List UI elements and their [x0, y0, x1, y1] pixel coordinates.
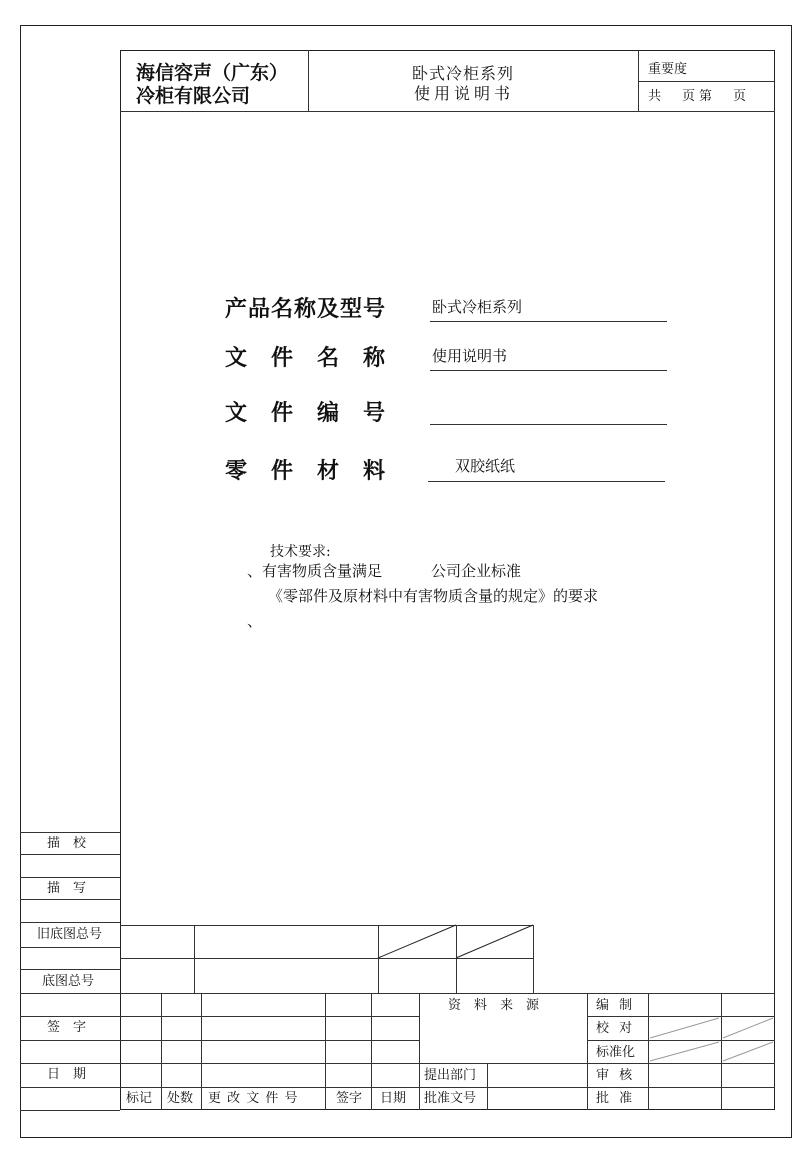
- title-col-line: [161, 993, 162, 1110]
- requirement-line2: 《零部件及原材料中有害物质含量的规定》的要求: [268, 587, 599, 605]
- file-name-value: 使用说明书: [432, 347, 508, 365]
- col-sign-label: 签字: [336, 1091, 363, 1106]
- title-row-line: [120, 1087, 775, 1088]
- stub-table-col: [533, 925, 534, 993]
- title-col-line: [648, 993, 649, 1110]
- title-col-line: [371, 993, 372, 1110]
- stub-table-col: [378, 925, 379, 993]
- side-miao-jiao: 描 校: [47, 836, 87, 851]
- requirement-line3: 、: [247, 612, 263, 630]
- side-old-base-number: 旧底图总号: [37, 927, 103, 942]
- col-mark-label: 标记: [126, 1091, 153, 1106]
- side-miao-xie: 描 写: [47, 881, 87, 896]
- title-row-line: [120, 1040, 419, 1041]
- title-row-line: [587, 1040, 775, 1041]
- approval-number-label: 批准文号: [424, 1091, 477, 1106]
- standardization-label: 标准化: [596, 1045, 636, 1060]
- side-line: [20, 1040, 120, 1041]
- side-line: [20, 947, 120, 948]
- side-line: [20, 922, 120, 923]
- approve-label: 批 准: [596, 1091, 636, 1106]
- file-name-underline: [430, 370, 667, 371]
- title-col-line: [201, 993, 202, 1110]
- title-block-top: [120, 993, 775, 994]
- header-right-split: [638, 81, 775, 82]
- side-line: [20, 1063, 120, 1064]
- file-number-underline: [430, 424, 667, 425]
- material-label: 零 件 材 料: [225, 459, 387, 484]
- title-col-line: [587, 993, 588, 1110]
- file-name-label: 文 件 名 称: [225, 346, 387, 371]
- review-label: 审 核: [596, 1068, 636, 1083]
- title-row-line: [587, 1016, 775, 1017]
- side-line: [20, 969, 120, 970]
- stub-table-col: [456, 925, 457, 993]
- side-sign: 签 字: [47, 1020, 87, 1035]
- side-line: [20, 1087, 120, 1088]
- side-line: [20, 993, 120, 994]
- title-col-line: [419, 993, 420, 1110]
- header-manual: 使用说明书: [414, 84, 515, 103]
- proposer-label: 提出部门: [424, 1068, 477, 1083]
- side-date: 日 期: [47, 1067, 87, 1082]
- side-line: [20, 832, 120, 833]
- material-value: 双胶纸纸: [455, 457, 516, 475]
- check-label: 校 对: [596, 1021, 636, 1036]
- header-series: 卧式冷柜系列: [412, 64, 515, 83]
- col-change-doc-label: 更 改 文 件 号: [208, 1091, 299, 1106]
- title-col-line: [487, 1063, 488, 1110]
- title-col-line: [721, 993, 722, 1110]
- side-line: [20, 899, 120, 900]
- compile-label: 编 制: [596, 998, 636, 1013]
- side-line: [20, 877, 120, 878]
- file-number-label: 文 件 编 号: [225, 401, 387, 426]
- drawing-frame: [120, 50, 775, 1110]
- material-underline: [428, 481, 665, 482]
- pages-label: 共 页第 页: [648, 89, 751, 104]
- side-line: [20, 1016, 120, 1017]
- product-name-label: 产品名称及型号: [225, 297, 387, 322]
- header-divider-1: [308, 50, 309, 111]
- product-name-value: 卧式冷柜系列: [432, 298, 523, 316]
- requirement-line1-prefix: 、有害物质含量满足: [247, 562, 383, 580]
- col-count-label: 处数: [167, 1091, 194, 1106]
- title-row-line: [120, 1016, 419, 1017]
- title-col-line: [325, 993, 326, 1110]
- side-line: [20, 854, 120, 855]
- title-row-line: [120, 1063, 775, 1064]
- col-date-label: 日期: [380, 1091, 407, 1106]
- header-bottom-line: [120, 111, 775, 112]
- product-name-underline: [430, 321, 667, 322]
- source-label: 资 料 来 源: [448, 998, 540, 1013]
- stub-table-col: [194, 925, 195, 993]
- importance-label: 重要度: [648, 62, 688, 77]
- requirements-title: 技术要求:: [270, 544, 331, 560]
- side-line: [20, 1110, 120, 1111]
- requirement-line1-suffix: 公司企业标准: [431, 562, 522, 580]
- company-name-line2: 冷柜有限公司: [136, 85, 251, 107]
- stub-table-top: [120, 925, 533, 926]
- stub-table-mid: [120, 958, 533, 959]
- side-base-number: 底图总号: [42, 974, 95, 989]
- company-name-line1: 海信容声（广东）: [136, 62, 289, 84]
